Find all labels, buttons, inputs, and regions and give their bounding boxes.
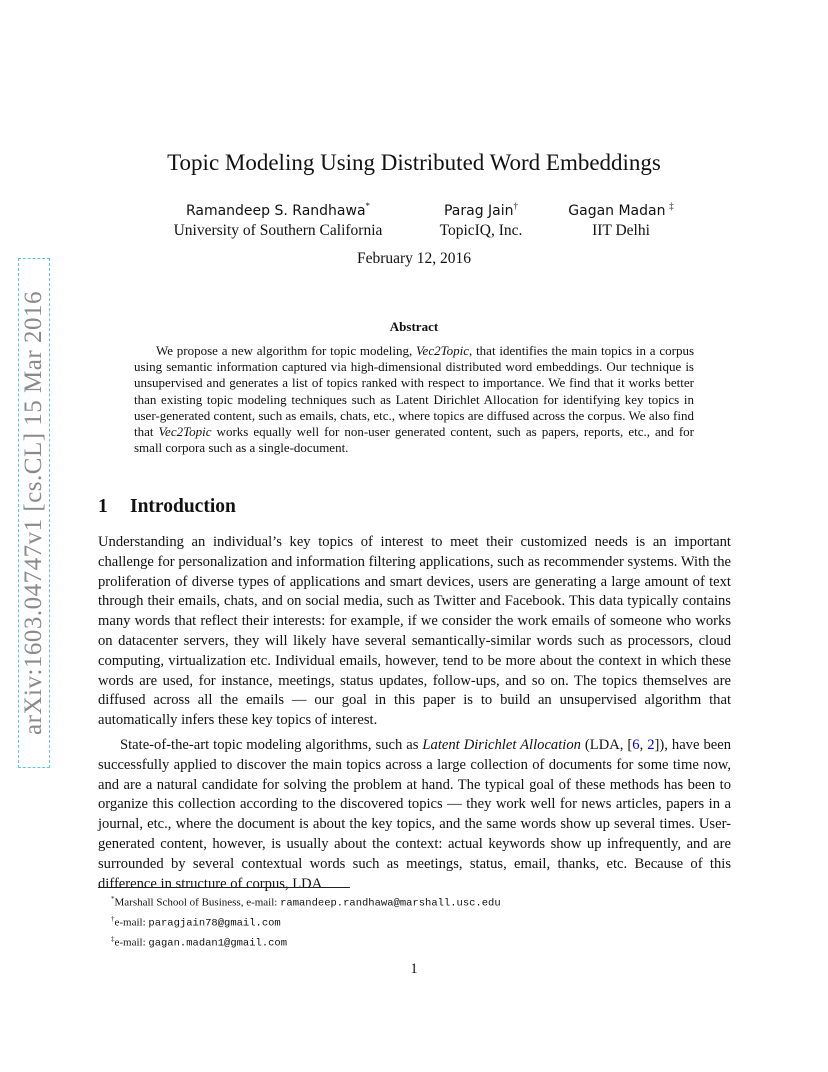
- paragraph-segment: ,: [639, 737, 648, 753]
- author-name: Gagan Madan: [568, 203, 666, 219]
- page-number: 1: [410, 961, 418, 977]
- footnote-email: gagan.madan1@gmail.com: [148, 937, 288, 950]
- emphasized-term: Latent Dirichlet Allocation: [422, 737, 581, 753]
- abstract-segment: works equally well for non-user generated content, such as papers, reports, etc., and for small corpora such as a single-document.: [134, 424, 694, 456]
- citation-link[interactable]: 6: [632, 737, 640, 753]
- footnote-mark: ‡: [111, 935, 115, 944]
- footnote-email: ramandeep.randhawa@marshall.usc.edu: [280, 897, 501, 910]
- paragraph-1: Understanding an individual’s key topics of interest to meet their customized needs is an important challenge for personalization and information filtering applications, such as recommender systems. With the proliferation of diverse types of applications and smart devices, users are generating a large amount of text through their emails, chats, and on social media, such as Twitter and Facebook. This data typically contains many words that reflect their interests: for example, if we consider the work emails of someone who works on datacenter servers, they will likely have several semantically-similar words such as processors, cloud computing, virtualization etc. Individual emails, however, tend to be more about the context in which these words are used, for instance, meetings, status updates, follow-ups, and so on. The topics themselves are diffused across all the emails — our goal in this paper is to build an unsupervised algorithm that automatically infers these key topics of interest.: [98, 534, 731, 729]
- footnotes: [111, 892, 501, 952]
- footnote-mark: †: [111, 915, 115, 924]
- paragraph-segment: (LDA, [: [580, 737, 633, 753]
- footnote-rule: [98, 887, 350, 888]
- footnote-email: paragjain78@gmail.com: [148, 917, 281, 930]
- method-name: Vec2Topic: [416, 343, 470, 358]
- abstract-heading: Abstract: [389, 319, 439, 334]
- abstract-text: [134, 343, 694, 456]
- author-2: [416, 196, 546, 241]
- abstract-segment: , that identifies the main topics in a corpus using semantic information captured via high-dimensional distributed word embeddings. Our technique is unsupervised and generates a list of topics ranked with respect to importance. We find that it works better than existing topic modeling techniques such as Latent Dirichlet Allocation for identifying key topics in user-generated content, such as emails, chats, etc., where topics are diffused across the corpus. We also find that: [134, 343, 695, 440]
- footnote: [111, 892, 501, 912]
- author-mark: *: [365, 201, 371, 211]
- paragraph-segment: State-of-the-art topic modeling algorithms, such as: [120, 737, 423, 753]
- paragraph-2: [98, 736, 731, 894]
- footnote-mark: *: [111, 895, 115, 903]
- footnote-text: Marshall School of Business, e-mail:: [114, 896, 281, 909]
- paper-date: February 12, 2016: [356, 250, 472, 267]
- footnote-text: e-mail:: [114, 936, 149, 949]
- method-name: Vec2Topic: [158, 424, 212, 440]
- author-1: [158, 196, 398, 241]
- author-name: Ramandeep S. Randhawa: [185, 203, 366, 219]
- footnote-text: e-mail:: [114, 916, 149, 929]
- footnote: [111, 912, 501, 932]
- paragraph-segment: ]), have been successfully applied to discover the main topics across a large collection of documents for some time now, and are a natural candidate for solving the problem at hand. The typical goal of these methods has been to organize this collection according to the discovered topics — they work well for news articles, papers in a journal, etc., where the document is about the key topics, and the same words show up several times. User-generated content, however, is usually about the context: actual keywords show up infrequently, and are surrounded by several contextual words such as meetings, status, email, thanks, etc. Because of this difference in structure of corpus, LDA: [98, 737, 731, 892]
- author-mark: ‡: [669, 201, 674, 211]
- author-affiliation: TopicIQ, Inc.: [439, 222, 523, 239]
- section-number: 1: [98, 496, 108, 517]
- abstract-segment: We propose a new algorithm for topic modeling,: [156, 343, 417, 358]
- author-mark: †: [513, 201, 519, 211]
- author-3: [556, 196, 686, 241]
- author-affiliation: IIT Delhi: [592, 222, 650, 239]
- author-affiliation: University of Southern California: [173, 222, 383, 239]
- section-heading: [98, 496, 236, 518]
- author-name: Parag Jain: [443, 203, 514, 219]
- footnote: [111, 932, 501, 952]
- citation-link[interactable]: 2: [647, 737, 655, 753]
- arxiv-stamp-text: arXiv:1603.04747v1 [cs.CL] 15 Mar 2016: [20, 291, 47, 735]
- section-title: Introduction: [130, 496, 236, 517]
- paper-title: Topic Modeling Using Distributed Word Embeddings: [167, 150, 661, 175]
